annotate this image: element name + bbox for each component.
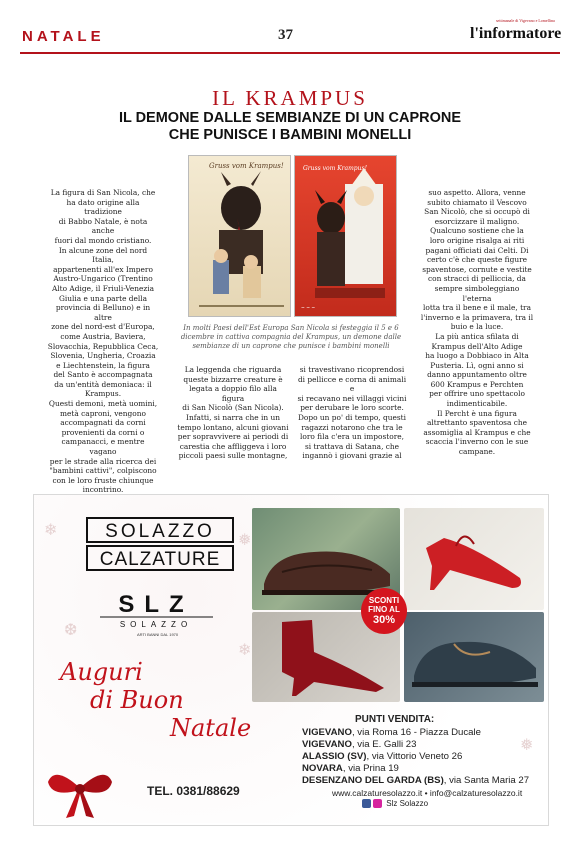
badge-line: FINO AL [368,605,400,614]
column-text [47,188,159,495]
discount-badge [361,588,407,634]
text-line: per sopravvivere ai periodi di [177,432,289,442]
text-line: per le strade alla ricerca dei [49,456,157,466]
text-line: altrettanto spaventosa che [426,418,527,428]
text-line: queste bizzarre creature è [183,374,283,384]
article-column-2 [177,365,289,461]
snowflake-icon: ❅ [520,735,534,754]
instagram-icon[interactable] [373,799,382,808]
text-line: ha luogo a Dobbiaco in Alta [425,351,529,361]
text-line: Questi demoni, metà uomini, [48,399,158,409]
text-line: Pusteria. Lì, ogni anno si [430,360,524,370]
snowflake-icon: ❅ [238,530,252,549]
text-line: assomiglia al Krampus e che [423,427,531,437]
logo-text: l'informatore [470,25,562,42]
text-line: certo c'è che queste figure [426,255,527,265]
text-line: zone del nord-est d'Europa, [51,322,155,332]
stores-list [302,727,529,787]
christmas-greeting [60,658,251,742]
text-line: con le loro fruste chiunque [52,475,154,485]
text-line: Slovacchia, Repubblica Ceca, [47,341,159,351]
text-line: come Austria, Baviera, [60,331,146,341]
store-address: , via Vittorio Veneto 26 [366,751,463,762]
text-line: Slovenia, Ungheria, Croazia [50,351,156,361]
article-subtitle [0,110,580,144]
text-line: provenienti da corni o [61,427,145,437]
text-line: Krampus dell'Alto Adige [431,341,523,351]
text-line: buio e la luce. [450,322,504,332]
postcard-footer: ~ ~ ~ [301,306,316,311]
store-address: , via Santa Maria 27 [443,775,530,786]
text-line: ha dato origine alla tradizione [66,197,140,217]
store-city: NOVARA [302,763,343,774]
header-rule [20,52,560,54]
text-line: pagani officiati dai Celti. Di [425,245,529,255]
text-line: campanacci, e mentre vagano [61,437,145,457]
store-city: DESENZANO DEL GARDA (BS) [302,775,444,786]
store-city: VIGEVANO [302,727,352,738]
text-line: lotta tra il bene e il male, tra [423,303,531,313]
column-text [420,188,534,457]
text-line: appartenenti all'ex Impero [53,264,153,274]
text-line: da un'entità demoniaca: il [54,379,152,389]
logo-line: SOLAZZO [105,521,215,542]
text-line: Austro-Ungarico (Trentino [53,274,153,284]
text-line: spaventose, cornute e vestite [422,264,532,274]
text-line: incontrino. [82,485,124,495]
red-bow-icon [40,760,120,824]
text-line: l'inverno e la primavera, tra il [420,312,534,322]
text-line: San Nicolò, che si occupò di [424,207,530,217]
text-line: La più antica sfilata di [435,331,519,341]
text-line: di pellicce e corna di animali e [297,374,407,394]
text-line: si travestivano ricoprendosi [299,365,405,374]
stores-title: PUNTI VENDITA: [355,714,435,725]
logo-tagline: settimanale di Vigevano e Lomellina [496,18,555,23]
text-line: loro origine risalga ai riti [429,235,525,245]
snowflake-icon: ❆ [64,620,78,639]
text-line: si recavano nei villaggi vicini [297,393,407,403]
text-line: Infatti, si narra che in un [186,412,280,422]
image-caption: In molti Paesi dell'Est Europa San Nicola si festeggia il 5 e 6 dicembre in cattiva compagnia del Krampus, un demone dalle sembianze di un caprone che punisce i bambini monelli [180,324,402,350]
article-column-4 [420,188,534,457]
text-line: carestia che affliggeva i loro [179,441,287,451]
text-line: In alcune zone del nord Italia, [58,245,148,265]
store-city: VIGEVANO [302,739,352,750]
text-line: di Babbo Natale, è nota anche [58,216,148,236]
solazzo-calzature-logo [85,516,235,572]
text-line: 600 Krampus e Perchten [430,379,524,389]
text-line: scaccia l'inverno con le sue [425,437,529,447]
article-column-3 [296,365,408,461]
text-line: "bambini cattivi", colpiscono [49,466,157,476]
text-line: accompagnati da corni [60,418,146,428]
snowflake-icon: ❄ [44,520,58,539]
article-column-1 [47,188,159,495]
facebook-icon[interactable] [362,799,371,808]
text-line: metà caproni, vengono [60,408,146,418]
column-text [177,365,289,461]
store-address: , via Prina 19 [342,763,399,774]
krampus-illustration-1 [189,156,290,316]
text-line: di San Nicolò (San Nicola). [182,403,284,413]
badge-line: SCONTI [368,596,400,605]
store-address: , via E. Galli 23 [351,739,417,750]
text-line: esorcizzare il maligno. [434,216,520,226]
krampus-postcard-2 [294,155,397,317]
store-entry [302,775,529,787]
store-entry [302,727,529,739]
text-line: Alto Adige, il Friuli-Venezia [51,283,155,293]
krampus-postcard-1 [188,155,291,317]
text-line: La figura di San Nicola, che [50,188,156,197]
text-line: tempo lontano, alcuni giovani [177,422,289,432]
krampus-illustration-2 [295,156,396,316]
ad-social[interactable] [362,799,428,808]
text-line: e Liechtenstein, la figura [56,360,150,370]
text-line: provincia di Belluno) e in altre [55,303,151,322]
text-line: piccoli paesi sulle montagne, [178,451,288,461]
text-line: La leggenda che riguarda [184,365,282,374]
text-line: Dopo un po' di tempo, questi [297,412,406,422]
text-line: sempre simboleggiano l'eterna [434,283,520,303]
shoe-photo-grey-derby [404,612,544,702]
text-line: loro fila c'era un impostore, [300,432,404,442]
greeting-line: di Buon [90,686,184,714]
slz-solazzo-logo [94,590,219,630]
text-line: con stracci di pelliccia, da [428,274,526,284]
text-line: Krampus. [84,389,122,399]
page-number: 37 [278,27,293,43]
store-address: , via Roma 16 - Piazza Ducale [351,727,481,738]
text-line: si trattava di Satana, che [304,441,400,451]
store-entry [302,763,529,775]
subtitle-line: CHE PUNISCE I BAMBINI MONELLI [168,127,412,143]
greeting-line: Auguri [60,658,143,686]
store-entry [302,751,529,763]
text-line: legata a doppio filo alla figura [189,384,277,403]
store-city: ALASSIO (SV) [302,751,367,762]
postcard-text: Gruss vom Krampus! [303,165,368,172]
text-line: per offrire uno spettacolo [429,389,525,399]
section-label: NATALE [22,28,105,45]
newspaper-logo [470,18,562,43]
badge-line: 30% [372,614,396,626]
column-text [296,365,408,461]
logo-line: CALZATURE [99,549,221,570]
logo-sub: SOLAZZO [119,620,193,629]
logo-mark: SLZ [118,591,194,618]
store-entry [302,739,529,751]
text-line: fuori dal mondo cristiano. [54,235,152,245]
greeting-line: Natale [170,714,252,742]
postcard-text: Gruss vom Krampus! [209,162,284,170]
snowflake-icon: ❄ [238,640,252,659]
text-line: ingannò i giovani grazie al [302,451,402,461]
subtitle-line: IL DEMONE DALLE SEMBIANZE DI UN CAPRONE [118,110,462,126]
text-line: Il Percht è una figura [437,408,517,418]
text-line: danno appuntamento oltre [427,370,527,380]
text-line: subito chiamato il Vescovo [427,197,527,207]
text-line: del Santo è accompagnata [53,370,153,380]
article-kicker: IL KRAMPUS [212,86,368,110]
ad-website-email[interactable]: www.calzaturesolazzo.it • info@calzaturesolazzo.it [332,788,523,798]
shoe-photo-red-heel [404,508,544,610]
text-line: Giulia e una parte della [58,293,148,303]
text-line: Qualcuno sostiene che la [430,226,524,236]
social-handle: Slz Solazzo [386,799,429,808]
ad-phone: TEL. 0381/88629 [147,784,240,798]
text-line: suo aspetto. Allora, venne [428,188,526,197]
text-line: indimenticabile. [446,399,508,409]
text-line: per derubare le loro scorte. [300,403,404,413]
text-line: campane. [458,447,496,457]
logo-small-text: ARTI BANNI DAL 1970 [137,632,179,637]
text-line: ragazzi notarono che tra le [301,422,403,432]
